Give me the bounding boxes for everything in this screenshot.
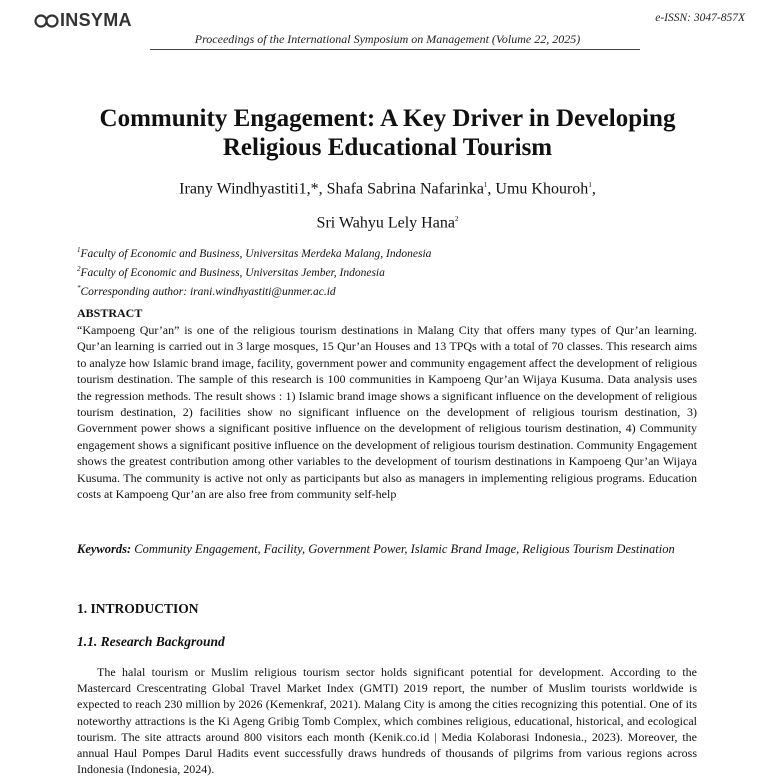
proceedings-title: Proceedings of the International Symposium on Management (Volume 22, 2025)	[194, 32, 581, 46]
insyma-logo	[34, 10, 132, 31]
author-2-affil: 1	[483, 181, 488, 189]
keywords	[77, 541, 697, 558]
paper-title	[40, 104, 735, 162]
author-list	[40, 170, 735, 239]
affiliation-1: $^1$Faculty of Economic and Business, Universitas Merdeka Malang, Indonesia	[77, 246, 432, 260]
keywords-label: Keywords:	[77, 542, 132, 556]
page-header	[0, 0, 775, 56]
author-4-affil: 2	[454, 215, 459, 224]
author-2: Shafa Sabrina Nafarinka	[326, 180, 484, 198]
abstract-text: “Kampoeng Qur’an” is one of the religious tourism destinations in Malang City that offers many types of Qur’an learning. Qur’an learning is carried out in 3 large mosques, 15 Qur’an Houses and 13 TPQs with a total of 70 classes. This research aims to analyze how Islamic brand image, facility, government power and community engagement affect the development of religious tourism destination. The sample of this research is 100 communities in Kampoeng Qur’an Wijaya Kusuma. Data analysis uses the regression methods. The result shows : 1) Islamic brand image shows a significant influence on the development of religious tourism destination, 2) facilities show no significant influence on the development of religious tourism destination, 3) Government power shows a significant positive influence on the development of religious tourism destination, 4) Community engagement shows a significant positive influence on the development of religious tourism destination. Community Engagement shows the greatest contribution among other variables to the development of tourism destinations in Kampoeng Qur’an Wijaya Kusuma. The community is active not only as participants but also as managers in implementing religious programs. Education costs at Kampoeng Qur’an are also free from community self-help	[77, 323, 697, 502]
corresponding-author: *Corresponding author: irani.windhyastiti@unmer.ac.id	[77, 283, 336, 298]
intro-paragraph: The halal tourism or Muslim religious tourism sector holds significant potential for development. According to the Mastercard Crescentrating Global Travel Market Index (GMTI) 2019 report, the number of Muslim tourists worldwide is expected to reach 230 million by 2026 (Kemenkraf, 2021). Malang City is among the cities recognizing this potential. One of its noteworthy attractions is the Ki Ageng Gribig Tomb Complex, which combines religious, educational, historical, and ecological tourism. The site attracts around 800 visitors each month (Kenik.co.id | Media Kolaborasi Indonesia., 2023). Moreover, the annual Haul Pompes Darul Hadits event successfully draws hundreds of thousands of pilgrims from various regions across Indonesia (Indonesia, 2024).	[77, 665, 697, 777]
title-line-2: Religious Educational Tourism	[222, 134, 553, 161]
authors-line-1	[40, 170, 735, 204]
abstract-heading: ABSTRACT	[77, 306, 143, 320]
affiliation-2: $^2$Faculty of Economic and Business, Universitas Jember, Indonesia	[77, 264, 385, 279]
author-3: , Umu Khouroh	[487, 180, 589, 198]
section-heading-introduction: 1. INTRODUCTION	[77, 601, 199, 616]
subsection-heading-research-background: 1.1. Research Background	[77, 634, 225, 649]
infinity-logo-icon	[34, 13, 60, 29]
title-line-1: Community Engagement: A Key Driver in Developing	[99, 105, 676, 132]
header-divider	[150, 49, 640, 50]
issn: e-ISSN: 3047-857X	[655, 12, 745, 24]
author-4: Sri Wahyu Lely Hana	[316, 214, 455, 232]
author-1: Irany Windhyastiti1,*,	[179, 180, 327, 198]
authors-line-2	[40, 204, 735, 238]
affiliations	[77, 243, 737, 299]
logo-text: INSYMA	[60, 10, 132, 30]
keywords-text: Community Engagement, Facility, Government Power, Islamic Brand Image, Religious Tourism Destination	[131, 542, 675, 556]
authors-line-1-end: ,	[591, 180, 596, 198]
author-3-affil: 1	[588, 181, 592, 189]
